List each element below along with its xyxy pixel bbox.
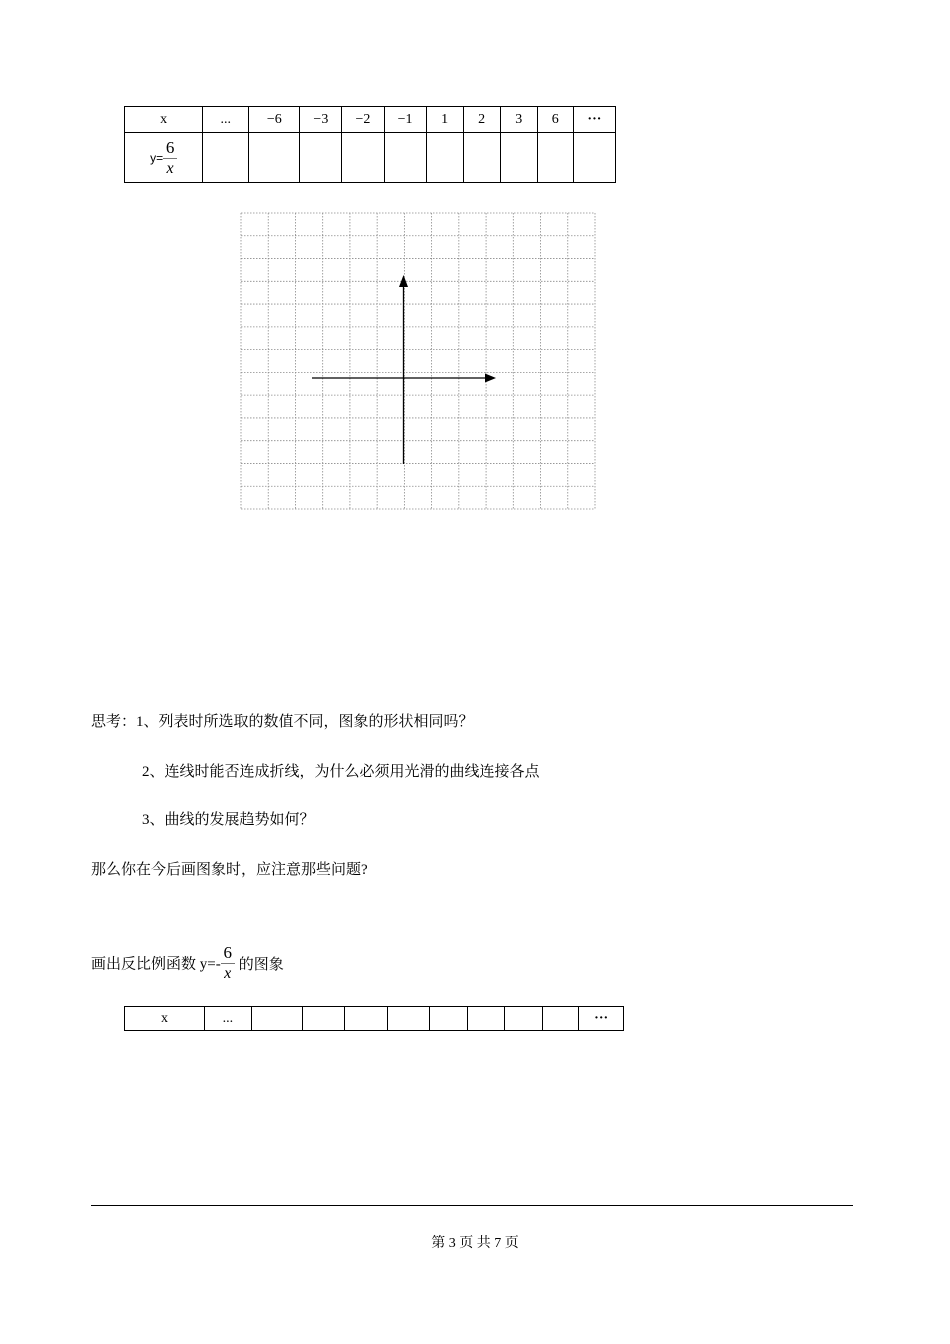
x-value-cell: 2 — [463, 107, 500, 133]
think-question-2: 2、连线时能否连成折线，为什么必须用光滑的曲线连接各点 — [142, 764, 540, 780]
fraction-numerator: 6 — [223, 943, 232, 962]
x-value-cell[interactable] — [542, 1007, 579, 1031]
y-value-cell[interactable] — [500, 133, 537, 183]
x-value-cell[interactable] — [387, 1007, 429, 1031]
think-question-3: 3、曲线的发展趋势如何？ — [142, 812, 315, 828]
x-value-cell: −2 — [342, 107, 384, 133]
task-prefix: 画出反比例函数 y=- — [91, 956, 221, 973]
x-value-cell[interactable] — [251, 1007, 302, 1031]
y-header-cell — [125, 133, 203, 183]
x-value-cell[interactable] — [430, 1007, 468, 1031]
x-value-cell: ··· — [573, 107, 615, 133]
coordinate-grid — [240, 212, 596, 512]
y-value-cell[interactable] — [342, 133, 384, 183]
x-value-cell[interactable] — [345, 1007, 387, 1031]
x-value-cell: −1 — [384, 107, 426, 133]
y-value-cell[interactable] — [463, 133, 500, 183]
value-table-1 — [124, 106, 616, 183]
footer-divider — [91, 1205, 853, 1206]
think-question-1: 思考：1、列表时所选取的数值不同，图象的形状相同吗？ — [91, 714, 474, 730]
y-value-cell[interactable] — [537, 133, 573, 183]
x-value-cell: 1 — [426, 107, 463, 133]
x-value-cell: ... — [205, 1007, 252, 1031]
fraction-denominator: x — [166, 159, 174, 177]
x-value-cell[interactable] — [467, 1007, 505, 1031]
fraction-numerator: 6 — [165, 137, 175, 157]
y-value-cell[interactable] — [203, 133, 249, 183]
x-value-cell: 3 — [500, 107, 537, 133]
x-value-cell: ··· — [579, 1007, 624, 1031]
x-header-cell: x — [125, 1007, 205, 1031]
x-value-cell: −6 — [249, 107, 300, 133]
x-value-cell[interactable] — [505, 1007, 543, 1031]
y-value-cell[interactable] — [573, 133, 615, 183]
fraction-6-over-x — [163, 139, 177, 177]
y-value-cell[interactable] — [249, 133, 300, 183]
x-axis-arrow-icon — [485, 374, 496, 383]
think-question-4: 那么你在今后画图象时，应注意那些问题? — [91, 862, 368, 878]
page-footer: 第 3 页 共 7 页 — [431, 1236, 519, 1251]
x-value-cell: ... — [203, 107, 249, 133]
task-draw-inverse-function — [91, 944, 284, 982]
x-header-cell: x — [125, 107, 203, 133]
y-value-cell[interactable] — [384, 133, 426, 183]
fraction-denominator: x — [224, 965, 232, 982]
task-suffix: 的图象 — [238, 956, 284, 973]
y-value-cell[interactable] — [300, 133, 342, 183]
x-value-cell[interactable] — [302, 1007, 344, 1031]
x-value-cell: 6 — [537, 107, 573, 133]
fraction-6-over-x — [221, 944, 235, 982]
x-value-cell: −3 — [300, 107, 342, 133]
y-label-prefix: y= — [150, 150, 164, 165]
y-value-cell[interactable] — [426, 133, 463, 183]
value-table-2 — [124, 1006, 624, 1031]
grid-lines — [241, 213, 595, 509]
